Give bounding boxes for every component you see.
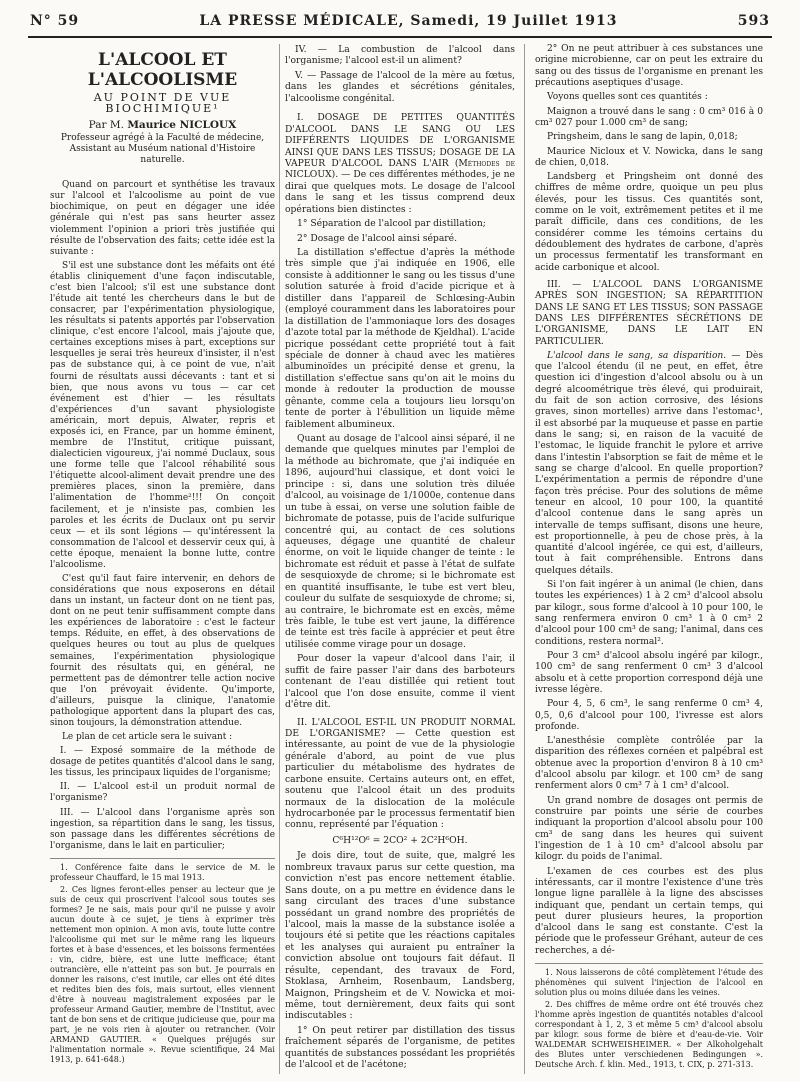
paragraph: Pour 3 cm³ d'alcool absolu ingéré par kilogr., 100 cm³ de sang renferment 0 cm³ 3 d'alcool absolu et à cette proportion correspond déjà une ivresse légère.: [535, 650, 763, 695]
publication-title: LA PRESSE MÉDICALE, Samedi, 19 Juillet 1913: [199, 13, 618, 29]
paragraph: Maignon a trouvé dans le sang : 0 cm³ 016 à 0 cm³ 027 pour 1.000 cm³ de sang;: [535, 106, 763, 128]
article-subtitle: AU POINT DE VUE BIOCHIMIQUE¹: [93, 91, 232, 116]
paragraph: Un grand nombre de dosages ont permis de construire par points une série de courbes indiquant la proportion d'alcool absolu pour 100 cm³ de sang dans les heures qui suivent l'ingestion de 1 à 10 cm³ d'alcool absolu par kilogr. du poids de l'animal.: [535, 795, 763, 863]
paragraph: La distillation s'effectue d'après la méthode très simple que j'ai indiquée en 1906, elle consiste à additionner le sang ou les tissus d'une solution saturée à froid d'acide picrique et à distiller dans l'appareil de Schlœsing-Aubin (employé couramment dans les laboratoires pour la distillation de l'ammoniaque lors des dosages d'azote total par la méthode de Kjeldhal). L'acide picrique possédant cette propriété tout à fait spéciale de donner à chaud avec les matières albuminoïdes un précipité dense et grenu, la distillation s'effectue sans qu'on ait le moins du monde à redouter la production de mousse gênante, comme cela a toujours lieu lorsqu'on tente de porter à l'ébullition un liquide même faiblement albumineux.: [285, 247, 515, 430]
paragraph: Maurice Nicloux et V. Nowicka, dans le sang de chien, 0,018.: [535, 146, 763, 168]
article-plan-continued: [285, 44, 515, 104]
paragraph: Voyons quelles sont ces quantités :: [547, 92, 708, 103]
section-heading: III. — L'ALCOOL DANS L'ORGANISME APRÈS SON INGESTION; SA RÉPARTITION DANS LE SANG ET LES TISSUS; SON PASSAGE DANS LES DIFFÉRENTES SÉCRÉTIONS DE L'ORGANISME, DANS LE LAIT EN PARTICULIER.: [535, 279, 763, 347]
paragraph: Quand on parcourt et synthétise les travaux sur l'alcool et l'alcoolisme au point de vue biochimique, on peut en dégager une idée générale qui n'est pas sans heurter assez violemment l'opinion a priori très justifiée qui résulte de l'observation des faits; cette idée est la suivante :: [50, 180, 275, 257]
column-3: [535, 44, 763, 1072]
paragraph: 1° On peut retirer par distillation des tissus fraîchement séparés de l'organisme, de petites quantités de substances possédant les propriétés de l'alcool et de l'acétone;: [285, 1024, 515, 1071]
byline: [50, 120, 275, 131]
author-name: Maurice NICLOUX: [127, 119, 237, 132]
paragraph: L'anesthésie complète contrôlée par la disparition des réflexes cornéen et palpébral est obtenue avec la proportion d'environ 8 à 10 cm³ d'alcool absolu par kilogr. et 100 cm³ de sang renferment alors 0 cm³ 7 à 1 cm³ d'alcool.: [535, 736, 763, 792]
paragraph: 2° On ne peut attribuer à ces substances une origine microbienne, car on peut les extraire du sang ou des tissus de l'organisme en prenant les précautions aseptiques d'usage.: [535, 44, 763, 88]
header-rule: [28, 36, 772, 38]
article-title: L'ALCOOL ET L'ALCOOLISME: [87, 50, 238, 90]
paragraph: Quant au dosage de l'alcool ainsi séparé, il ne demande que quelques minutes par l'emploi de la méthode au bichromate, que j'ai indiquée en 1896, aujourd'hui classique, et dont voici le principe : si, dans une solution très diluée d'alcool, au voisinage de 1/1000e, contenue dans un tube à essai, on verse une solution faible de bichromate de potasse, puis de l'acide sulfurique concentré qui, au contact de ces solutions aqueuses, dégage une quantité de chaleur énorme, on voit le liquide changer de teinte : le bichromate est réduit et passe à l'état de sulfate de sesquioxyde de chrome; si le bichromate est en quantité insuffisante, le tube est vert bleu, couleur du sulfate de sesquioxyde de chrome; si, au contraire, le bichromate est en excès, même très faible, le tube est vert jaune, la différence de teinte est très facile à apprécier et peut être utilisée comme virage pour un dosage.: [285, 433, 515, 650]
step-item: 2° Dosage de l'alcool ainsi séparé.: [297, 232, 458, 244]
paragraph: Le plan de cet article sera le suivant :: [62, 732, 233, 743]
subsection-title: L'alcool dans le sang, sa disparition.: [547, 350, 727, 361]
footnote: 1. Conférence faite dans le service de M. le professeur Chauffard, le 15 mai 1913.: [50, 862, 275, 882]
paragraph: Landsberg et Pringsheim ont donné des chiffres de même ordre, quoique un peu plus élevés, pour les tissus. Ces quantités sont, comme on le voit, extrêmement petites et il me paraît difficile, dans ces conditions, de les considérer comme les témoins certains du dédoublement des hydrates de carbone, d'après un processus fermentatif les transformant en acide carbonique et alcool.: [535, 172, 763, 273]
section-text: — Cette question est intéressante, au point de vue de la physiologie générale d'abord, au point de vue plus particulier du métabolisme des hydrates de carbone ensuite. Certains auteurs ont, en effet, soutenu que l'alcool était un des produits normaux de la dislocation de la molécule hydrocarbonée par le processus fermentatif bien connu, représenté par l'équation :: [285, 727, 516, 831]
column-1: [50, 44, 275, 1067]
section-heading: II. L'ALCOOL EST-IL UN PRODUIT NORMAL DE L'ORGANISME?: [285, 716, 515, 739]
footnote: 1. Nous laisserons de côté complètement l'étude des phénomènes qui suivent l'injection de l'alcool en solution plus ou moins diluée dans les veines.: [535, 968, 763, 998]
footnotes: [50, 858, 275, 1065]
paragraph: L'examen de ces courbes est des plus intéressants, car il montre l'existence d'une très longue ligne parallèle à la ligne des abscisses indiquant que, pendant un certain temps, qui peut durer plusieurs heures, la proportion d'alcool dans le sang est constante. C'est la période que le professeur Gréhant, auteur de ces recherches, a dé-: [535, 866, 763, 956]
step-item: 1° Séparation de l'alcool par distillation;: [297, 218, 486, 230]
paragraph: Pour doser la vapeur d'alcool dans l'air, il suffit de faire passer l'air dans des barboteurs contenant de l'eau distillée qui retient tout l'alcool que l'on dose ensuite, comme il vient d'être dit.: [285, 653, 515, 711]
column-divider: [279, 44, 280, 1074]
footnotes: [535, 963, 763, 1070]
plan-item: V. — Passage de l'alcool de la mère au fœtus, dans les glandes et sécrétions génitales, l'alcoolisme congénital.: [285, 69, 515, 104]
plan-item: IV. — La combustion de l'alcool dans l'organisme; l'alcool est-il un aliment?: [285, 44, 515, 67]
plan-item: III. — L'alcool dans l'organisme après son ingestion, sa répartition dans le sang, les tissus, son passage dans les différentes sécrétions de l'organisme, dans le lait en particulier;: [50, 807, 275, 851]
section-heading: I. DOSAGE DE PETITES QUANTITÉS D'ALCOOL DANS LE SANG OU LES DIFFÉRENTS LIQUIDES DE L'ORGANISME AINSI QUE DANS LES TISSUS; DOSAGE DE LA VAPEUR D'ALCOOL DANS L'AIR (Méthodes de NICLOUX).: [285, 112, 515, 181]
article-plan: [50, 746, 275, 852]
author-affiliation: Professeur agrégé à la Faculté de médecine, Assistant au Muséum national d'Histoire naturelle.: [60, 133, 265, 166]
issue-number: N° 59: [30, 13, 80, 29]
column-divider: [524, 44, 525, 1074]
page-header: [30, 10, 770, 32]
column-2: [285, 44, 515, 1074]
footnote: 2. Ces lignes feront-elles penser au lecteur que je suis de ceux qui proscrivent l'alcool sous toutes ses formes? Je ne sais, mais pour qu'il ne puisse y avoir aucun doute à ce sujet, je tiens à exprimer très nettement mon opinion. A mon avis, toute lutte contre l'alcoolisme qui met sur le même rang les liqueurs fortes et à base d'essences, et les boissons fermentées : vin, cidre, bière, est une lutte inefficace; étant outrancière, elle n'atteint pas son but. Je pourrais en donner les raisons, c'est inutile, car elles ont été dites et redites bien des fois, mais surtout, elles viennent d'être à nouveau magistralement exposées par le professeur Armand Gautier, membre de l'Institut, avec tant de bon sens et de critique judicieuse que, pour ma part, je ne vois rien à ajouter ou retrancher. (Voir ARMAND GAUTIER. « Quelques préjugés sur l'alimentation normale ». Revue scientifique, 24 Mai 1913, p. 641-648.): [50, 884, 275, 1064]
plan-item: II. — L'alcool est-il un produit normal de l'organisme?: [50, 782, 275, 804]
paragraph: Pour 4, 5, 6 cm³, le sang renferme 0 cm³ 4, 0,5, 0,6 d'alcool pour 100, l'ivresse est alors profonde.: [535, 699, 763, 732]
chemical-equation: C⁶H¹²O⁶ = 2CO² + 2C²H⁶OH.: [332, 834, 468, 846]
paragraph: C'est qu'il faut faire intervenir, en dehors de considérations que nous exposerons en détail dans un instant, un facteur dont on ne tient pas, dont on ne peut tenir suffisamment compte dans les expériences de laboratoire : c'est le facteur temps. Réduite, en effet, à des observations de quelques heures ou tout au plus de quelques semaines, l'expérimentation physiologique fournit des résultats qui, en général, ne permettent pas de démontrer telle action nocive que l'on prévoyait évidente. Qu'importe, d'ailleurs, puisque la clinique, l'anatomie pathologique apportent dans la plupart des cas, sinon toujours, la démonstration attendue.: [50, 573, 275, 728]
paragraph: S'il est une substance dont les méfaits ont été établis cliniquement d'une façon indiscutable, c'est bien l'alcool; s'il est une substance dont l'étude ait tenté les chercheurs dans le but de consacrer, par l'expérimentation physiologique, les résultats si patents apportés par l'observation clinique, c'est encore l'alcool, mais j'ajoute que, certaines exceptions mises à part, exceptions sur lesquelles je serai très heureux d'insister, il n'est pas de substance qui, à ce point de vue, n'ait fourni de résultats aussi décevants : tant et si bien, que nous avons vu tous — car cet événement est d'hier — les résultats d'expériences d'un savant physiologiste américain, mort depuis, Alwater, repris et exposés ici, en France, par un homme éminent, membre de l'Institut, critique puissant, dialecticien vigoureux, j'ai nommé Duclaux, sous une forme telle que l'alcool réhabilité sous l'étiquette alcool-aliment devait prendre une des premières places, sinon la première, dans l'alimentation de l'homme²!!! On conçoit facilement, et je n'insiste pas, combien les paroles et les écrits de Duclaux ont pu servir ceux — et ils sont légions — qu'intéressent la consommation de l'alcool et desservir ceux qui, à cette époque, menaient la bonne lutte, contre l'alcoolisme.: [50, 260, 275, 570]
paragraph: Si l'on fait ingérer à un animal (le chien, dans toutes les expériences) 1 à 2 cm³ d'alcool absolu par kilogr., sous forme d'alcool à 10 pour 100, le sang renfermera environ 0 cm³ 1 à 0 cm³ 2 d'alcool pour 100 cm³ de sang; l'animal, dans ces conditions, restera normal².: [535, 580, 763, 647]
page-number: 593: [737, 13, 770, 29]
plan-item: I. — Exposé sommaire de la méthode de dosage de petites quantités d'alcool dans le sang, les tissus, les principaux liquides de l'organisme;: [50, 746, 275, 779]
byline-prefix: Par M.: [88, 119, 124, 132]
paragraph: Je dois dire, tout de suite, que, malgré les nombreux travaux parus sur cette question, ma conviction n'est pas encore nettement établie. Sans doute, on a pu mettre en évidence dans le sang circulant des traces d'une substance possédant un grand nombre des propriétés de l'alcool, mais la masse de la substance isolée a toujours été si petite que les réactions capitales et les analyses qui auraient pu entraîner la conviction absolue ont toujours fait défaut. Il résulte, cependant, des travaux de Ford, Stoklasa, Arnheim, Rosenbaum, Landsberg, Maignon, Pringsheim et de V. Nowicka et moi-même, tout dernièrement, deux faits qui sont indiscutables :: [285, 850, 515, 1022]
paragraph: — Dès que l'alcool étendu (il ne peut, en effet, être question ici d'ingestion d'alcool absolu ou à un degré alcoométrique très élevé, qui produirait, du fait de son action corrosive, des lésions graves, sinon mortelles) arrive dans l'estomac¹, il est absorbé par la muqueuse et passe en partie dans le sang; si, en raison de la vacuité de l'estomac, le liquide franchit le pylore et arrive dans l'intestin l'absorption se fait de même et le sang se charge d'alcool. En quelle proportion? L'expérimentation a permis de répondre d'une façon très précise. Pour des solutions de même teneur en alcool, 10 pour 100, la quantité d'alcool contenue dans le sang après un intervalle de temps suffisant, disons une heure, est proportionnelle, à peu de chose près, à la quantité d'alcool ingérée, ce qui est, d'ailleurs, tout à fait compréhensible. Entrons dans quelques détails.: [535, 350, 763, 576]
section-intro: — De ces différentes méthodes, je ne dirai que quelques mots. Le dosage de l'alcool dans le sang et les tissus comprend deux opérations bien distinctes :: [285, 169, 515, 215]
footnote: 2. Des chiffres de même ordre ont été trouvés chez l'homme après ingestion de quantités notables d'alcool correspondant à 1, 2, 3 et même 5 cm³ d'alcool absolu par kilogr. sous forme de bière et d'eau-de-vie. Voir WALDEMAR SCHWEISHEIMER. « Der Alkoholgehalt des Blutes unter verschiedenen Bedingungen ». Deutsche Arch. f. klin. Med., 1913, t. CIX, p. 271-313.: [535, 1000, 763, 1070]
paragraph: Pringsheim, dans le sang de lapin, 0,018;: [547, 132, 738, 143]
